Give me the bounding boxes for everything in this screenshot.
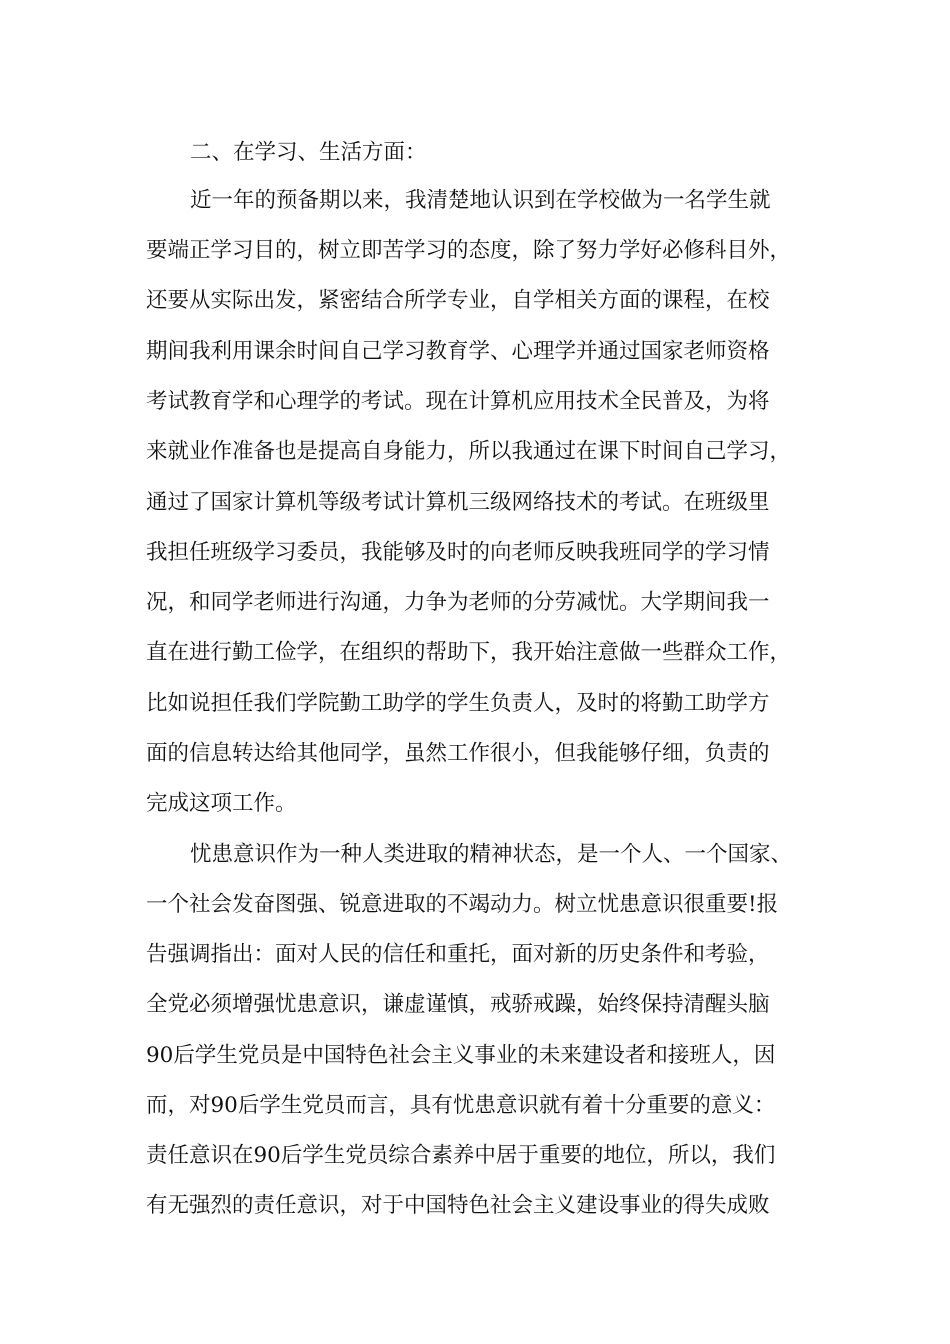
paragraph-line: 况，和同学老师进行沟通，力争为老师的分劳减忧。大学期间我一	[146, 590, 770, 615]
paragraph-line: 比如说担任我们学院勤工助学的学生负责人，及时的将勤工助学方	[146, 691, 770, 716]
paragraph-line: 我担任班级学习委员，我能够及时的向老师反映我班同学的学习情	[146, 540, 770, 565]
paragraph-line: 还要从实际出发，紧密结合所学专业，自学相关方面的课程，在校	[146, 288, 770, 313]
paragraph-line: 而，对90后学生党员而言，具有忧患意识就有着十分重要的意义：	[146, 1093, 776, 1118]
paragraph-line: 90后学生党员是中国特色社会主义事业的未来建设者和接班人，因	[146, 1043, 776, 1068]
paragraph-line: 直在进行勤工俭学，在组织的帮助下，我开始注意做一些群众工作，	[146, 640, 792, 665]
paragraph-line: 面的信息转达给其他同学，虽然工作很小，但我能够仔细，负责的	[146, 741, 770, 766]
paragraph-line: 考试教育学和心理学的考试。现在计算机应用技术全民普及，为将	[146, 389, 770, 414]
paragraph-line: 告强调指出：面对人民的信任和重托，面对新的历史条件和考验，	[146, 942, 770, 967]
paragraph-line: 近一年的预备期以来，我清楚地认识到在学校做为一名学生就	[190, 188, 771, 213]
paragraph-line: 要端正学习目的，树立即苦学习的态度，除了努力学好必修科目外，	[146, 238, 792, 263]
paragraph-line: 责任意识在90后学生党员综合素养中居于重要的地位，所以，我们	[146, 1143, 776, 1168]
section-heading: 二、在学习、生活方面：	[190, 140, 427, 165]
paragraph-line: 完成这项工作。	[146, 791, 297, 816]
paragraph-line: 来就业作准备也是提高自身能力，所以我通过在课下时间自己学习，	[146, 439, 792, 464]
paragraph-line: 忧患意识作为一种人类进取的精神状态，是一个人、一个国家、	[190, 842, 793, 867]
paragraph-line: 有无强烈的责任意识，对于中国特色社会主义建设事业的得失成败	[146, 1193, 770, 1218]
paragraph-line: 全党必须增强忧患意识，谦虚谨慎，戒骄戒躁，始终保持清醒头脑	[146, 992, 770, 1017]
paragraph-line: 期间我利用课余时间自己学习教育学、心理学并通过国家老师资格	[146, 339, 770, 364]
paragraph-line: 一个社会发奋图强、锐意进取的不竭动力。树立忧患意识很重要!报	[146, 892, 779, 917]
paragraph-line: 通过了国家计算机等级考试计算机三级网络技术的考试。在班级里	[146, 490, 770, 515]
